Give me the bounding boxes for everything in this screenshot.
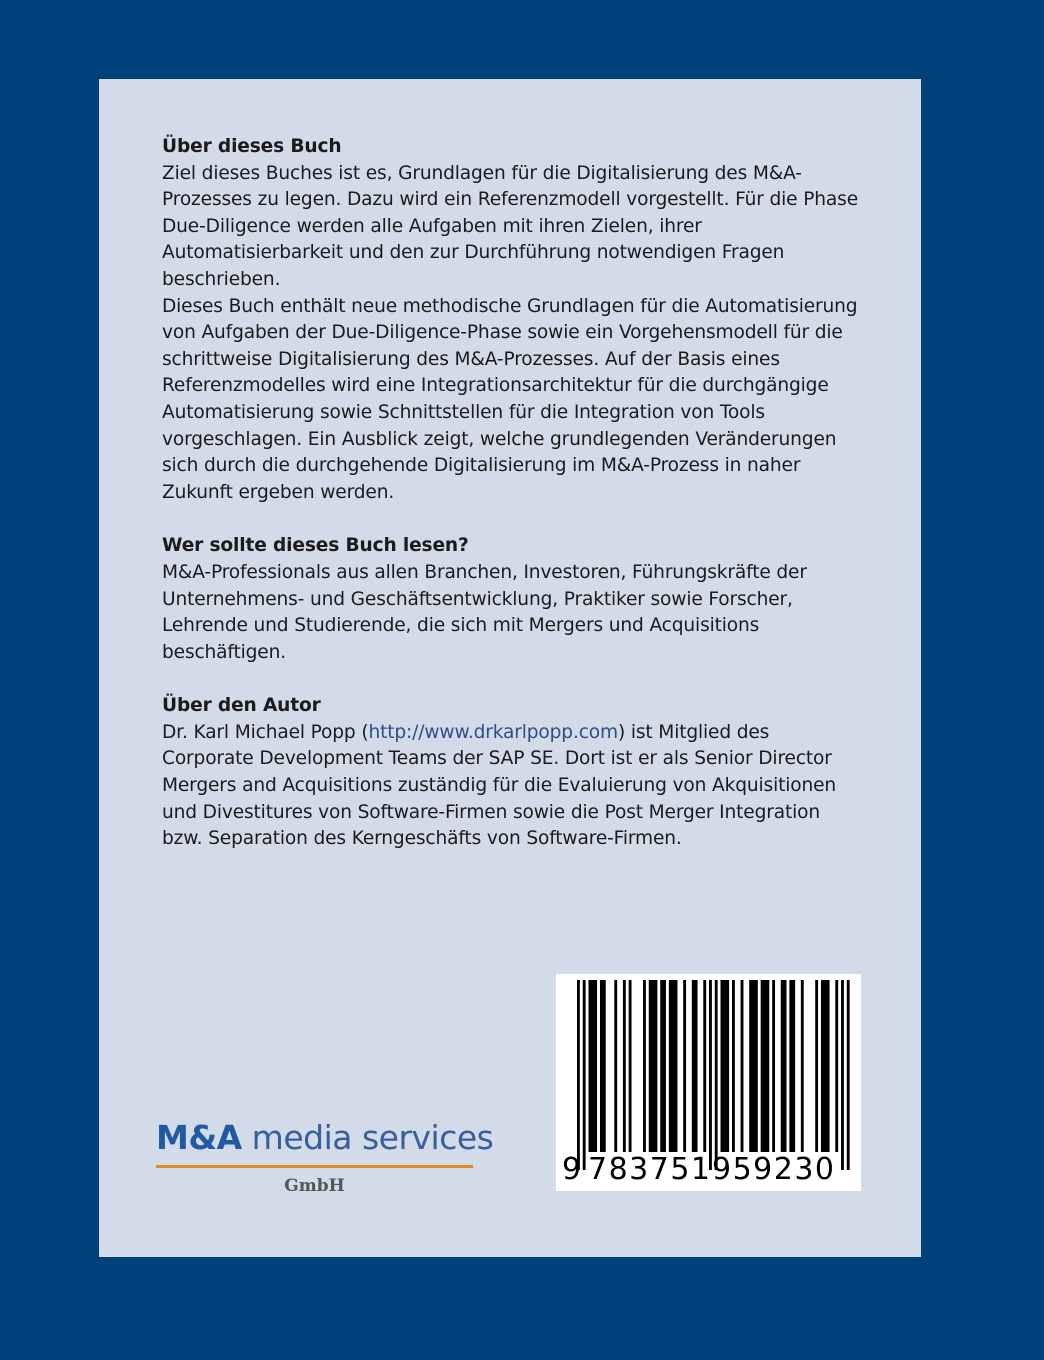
barcode-bar [692,980,698,1152]
barcode-bar [660,980,666,1152]
barcode-bar [629,980,632,1152]
barcode-bar [801,980,804,1152]
barcode-bar [761,980,770,1152]
barcode-guard-bar [709,980,712,1170]
publisher-logo [156,1116,494,1196]
audience-text: M&A-Professionals aus allen Branchen, Investoren, Führungskräfte der Unternehmens- und Geschäftsentwicklung, Praktiker sowie Forscher, Lehrende und Studierende, die sich mit Mergers und Acquisitions beschäftigen. [162,561,807,663]
barcode-right-digits: 959230 [712,1152,836,1187]
barcode-bar [772,980,775,1152]
barcode-bar [821,980,830,1152]
publisher-name-rest: media services [251,1118,494,1157]
barcode-guard-bar [715,980,718,1170]
barcode-bar [781,980,787,1152]
barcode-bar [789,980,795,1152]
barcode-bar [669,980,678,1152]
author-text-start: Dr. Karl Michael Popp ( [162,721,369,743]
barcode-bar [749,980,758,1152]
publisher-name [156,1116,494,1160]
publisher-brand: M&A [156,1118,242,1157]
author-heading: Über den Autor [162,695,321,717]
barcode-guard-bar [847,980,850,1170]
barcode-first-digit: 9 [562,1152,582,1187]
about-book-heading: Über dieses Buch [162,136,342,157]
barcode-guard-bar [841,980,844,1170]
barcode-guard-bar [577,980,580,1170]
barcode-bar [649,980,658,1152]
back-cover-panel [99,79,921,1257]
cover-text [162,134,862,853]
author-website-link[interactable]: http://www.drkarlpopp.com [368,721,618,743]
barcode-bar [614,980,617,1152]
isbn-barcode [556,974,861,1191]
about-book-paragraph-1: Ziel dieses Buches ist es, Grundlagen für die Digitalisierung des M&A-Prozesses zu legen. Dazu wird ein Referenzmodell vorgestellt. Für die Phase Due-Diligence werden alle Aufgaben mit ihren Zielen, ihrer Automatisierbarkeit und den zur Durchführung notwendigen Fragen beschrieben. [162,162,858,290]
barcode-bar [703,980,706,1152]
barcode-bar [623,980,626,1152]
author-text-end: ) ist Mitglied des Corporate Development Teams der SAP SE. Dort ist er als Senior Director Mergers and Acquisitions zuständig für die Evaluierung von Akquisitionen und Divestitures von Software-Firmen sowie die Post Merger Integration bzw. Separation des Kerngeschäfts von Software-Firmen. [162,721,837,850]
publisher-suffix: GmbH [284,1176,345,1196]
barcode-bar [815,980,818,1152]
barcode-guard-bar [583,980,586,1170]
barcode-bar [741,980,744,1152]
barcode-left-digits: 783751 [588,1152,712,1187]
barcode-digits [556,1150,861,1190]
barcode-bar [643,980,646,1152]
barcode-bar [732,980,735,1152]
barcode-bar [721,980,730,1152]
barcode-bar [588,980,597,1152]
barcode-bar [683,980,686,1152]
publisher-logo-underline [156,1165,473,1168]
barcode-bar [600,980,606,1152]
author-text [162,720,862,853]
about-book-paragraph-2: Dieses Buch enthält neue methodische Grundlagen für die Automatisierung von Aufgaben der Due-Diligence-Phase sowie ein Vorgehensmodell für die schrittweise Digitalisierung des M&A-Prozesses. Auf der Basis eines Referenzmodelles wird eine Integrationsarchitektur für die durchgängige Automatisierung sowie Schnittstellen für die Integration von Tools vorgeschlagen. Ein Ausblick zeigt, welche grundlegenden Veränderungen sich durch die durchgehende Digitalisierung im M&A-Prozess in naher Zukunft ergeben werden. [162,295,858,503]
barcode-bar [835,980,838,1152]
audience-heading: Wer sollte dieses Buch lesen? [162,535,469,557]
